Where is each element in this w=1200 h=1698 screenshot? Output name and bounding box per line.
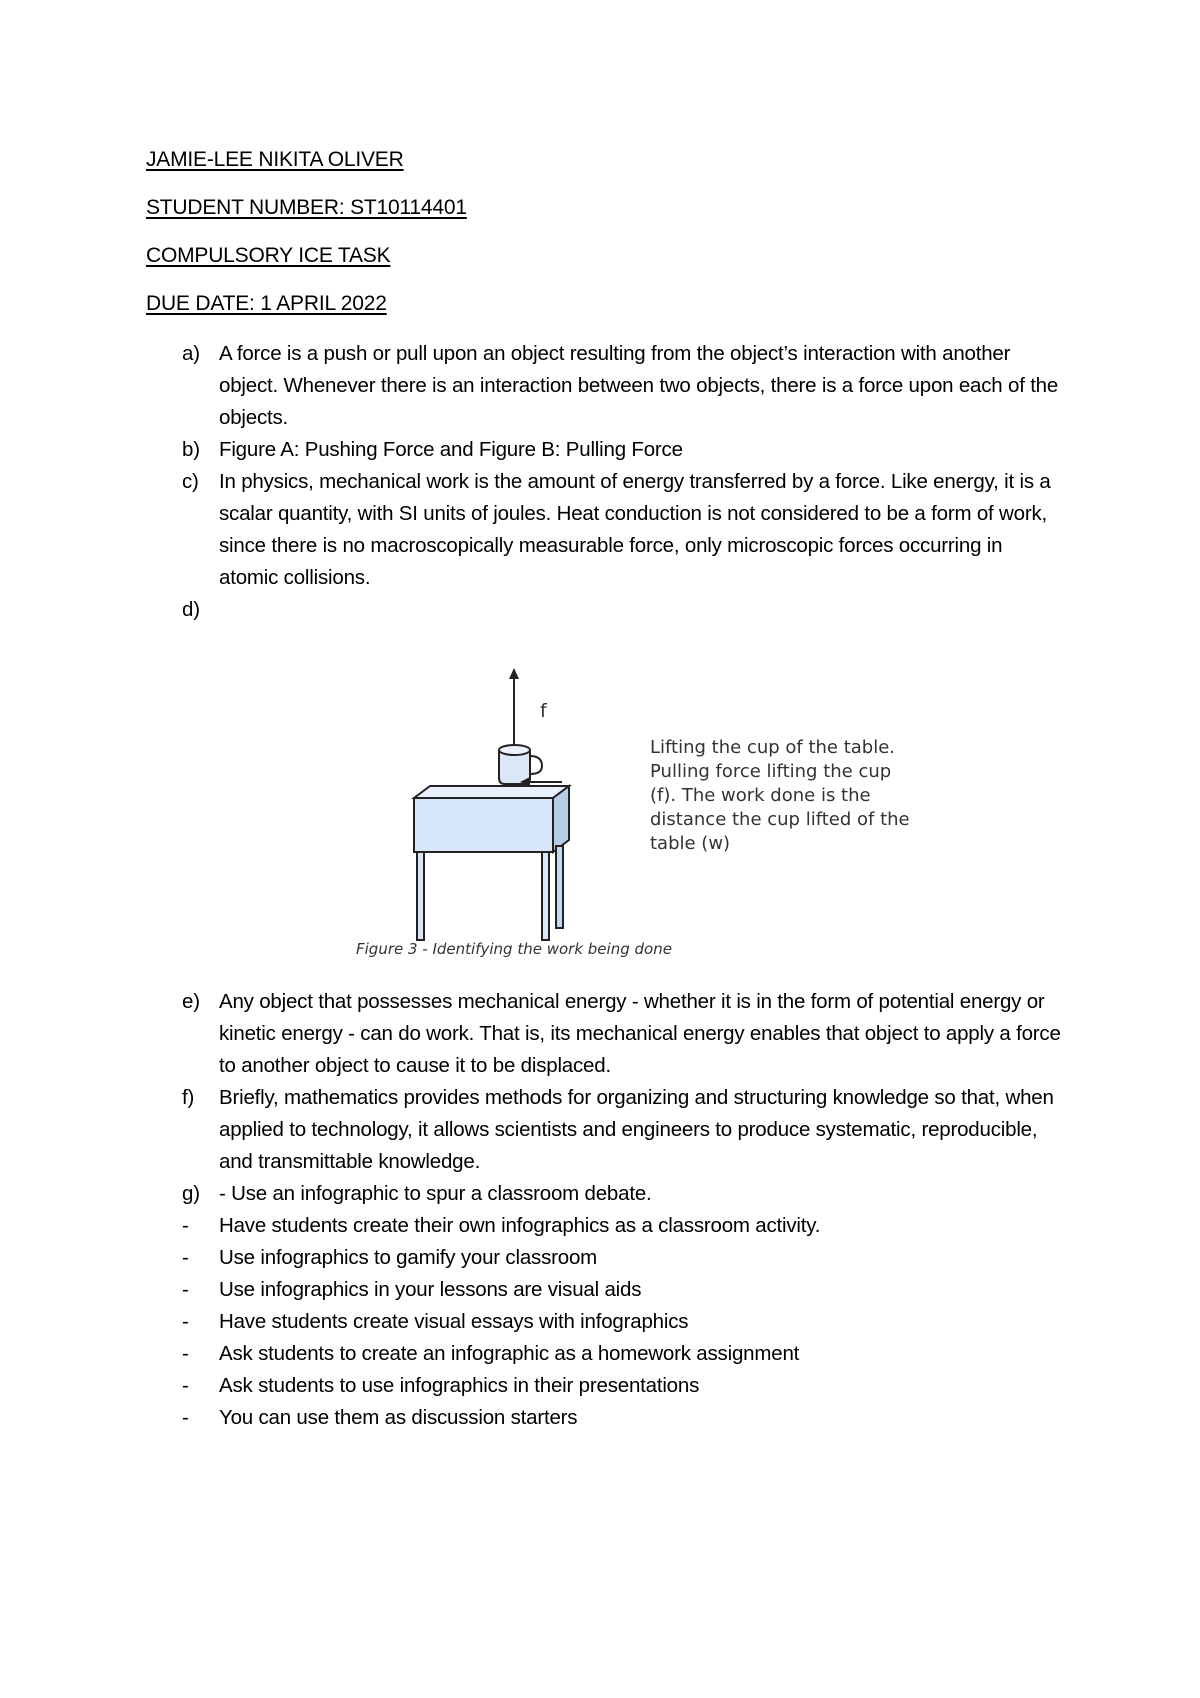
table-leg — [556, 846, 563, 928]
bullet-text: Ask students to create an infographic as a homework assignment — [219, 1342, 800, 1365]
answer-text: A force is a push or pull upon an object resulting from the object’s interaction with another object. Whenever there is an interaction between two objects, there is a force upon each of the objects. — [219, 342, 1059, 429]
table-leg — [542, 852, 549, 940]
answer-text: Briefly, mathematics provides methods for organizing and structuring knowledge so that, when applied to technology, it allows scientists and engineers to produce systematic, reproducible, and transmittable knowledge. — [219, 1086, 1054, 1173]
answer-marker: f) — [182, 1086, 195, 1109]
list-item — [182, 1338, 1062, 1370]
answer-marker: b) — [182, 438, 200, 461]
answer-b — [182, 434, 1062, 466]
student-number: STUDENT NUMBER: ST10114401 — [146, 196, 467, 219]
table-top-surface — [414, 786, 569, 798]
bullet-text: Have students create their own infographics as a classroom activity. — [219, 1214, 821, 1237]
bullet-marker: - — [182, 1342, 189, 1365]
force-arrow-head — [509, 668, 519, 679]
answer-text: Figure A: Pushing Force and Figure B: Pulling Force — [219, 438, 683, 461]
answer-marker: d) — [182, 598, 200, 621]
answer-e — [182, 986, 1062, 1082]
list-item — [182, 1306, 1062, 1338]
bullet-marker: - — [182, 1278, 189, 1301]
bullet-marker: - — [182, 1246, 189, 1269]
figure-description: Lifting the cup of the table. Pulling force lifting the cup (f). The work done is the distance the cup lifted of the table (w) — [650, 737, 910, 854]
answer-marker: e) — [182, 990, 200, 1013]
list-item — [182, 1274, 1062, 1306]
list-item — [182, 1370, 1062, 1402]
list-item — [182, 1242, 1062, 1274]
bullet-marker: - — [182, 1214, 189, 1237]
bullet-text: Have students create visual essays with infographics — [219, 1310, 689, 1333]
cup-icon — [499, 745, 542, 784]
force-label: f — [540, 700, 547, 722]
bullet-text: Ask students to use infographics in their presentations — [219, 1374, 700, 1397]
bullet-text: You can use them as discussion starters — [219, 1406, 578, 1429]
answer-text: Any object that possesses mechanical energy - whether it is in the form of potential energy or kinetic energy - can do work. That is, its mechanical energy enables that object to apply a force to another object to cause it to be displaced. — [219, 990, 1061, 1077]
answer-marker: c) — [182, 470, 199, 493]
answer-text: - Use an infographic to spur a classroom debate. — [219, 1182, 652, 1205]
answer-text: In physics, mechanical work is the amount of energy transferred by a force. Like energy, it is a scalar quantity, with SI units of joules. Heat conduction is not considered to be a form of work, since there is no macroscopically measurable force, only microscopic forces occurring in atomic collisions. — [219, 470, 1051, 589]
answer-f — [182, 1082, 1062, 1178]
bullet-text: Use infographics in your lessons are visual aids — [219, 1278, 642, 1301]
bullet-marker: - — [182, 1406, 189, 1429]
answer-marker: g) — [182, 1182, 200, 1205]
bullet-marker: - — [182, 1374, 189, 1397]
student-name: JAMIE-LEE NIKITA OLIVER — [146, 148, 404, 171]
answer-c — [182, 466, 1062, 594]
bullet-marker: - — [182, 1310, 189, 1333]
task-title: COMPULSORY ICE TASK — [146, 244, 391, 267]
bullet-text: Use infographics to gamify your classroom — [219, 1246, 598, 1269]
work-done-figure — [356, 668, 916, 968]
figure-caption: Figure 3 - Identifying the work being done — [356, 940, 672, 958]
table-front-face — [414, 798, 553, 852]
due-date: DUE DATE: 1 APRIL 2022 — [146, 292, 387, 315]
answer-marker: a) — [182, 342, 200, 365]
table-leg — [417, 852, 424, 940]
list-item — [182, 1210, 1062, 1242]
answer-g — [182, 1178, 1062, 1210]
table-side-face — [553, 786, 569, 852]
list-item — [182, 1402, 1062, 1434]
answer-a — [182, 338, 1062, 434]
